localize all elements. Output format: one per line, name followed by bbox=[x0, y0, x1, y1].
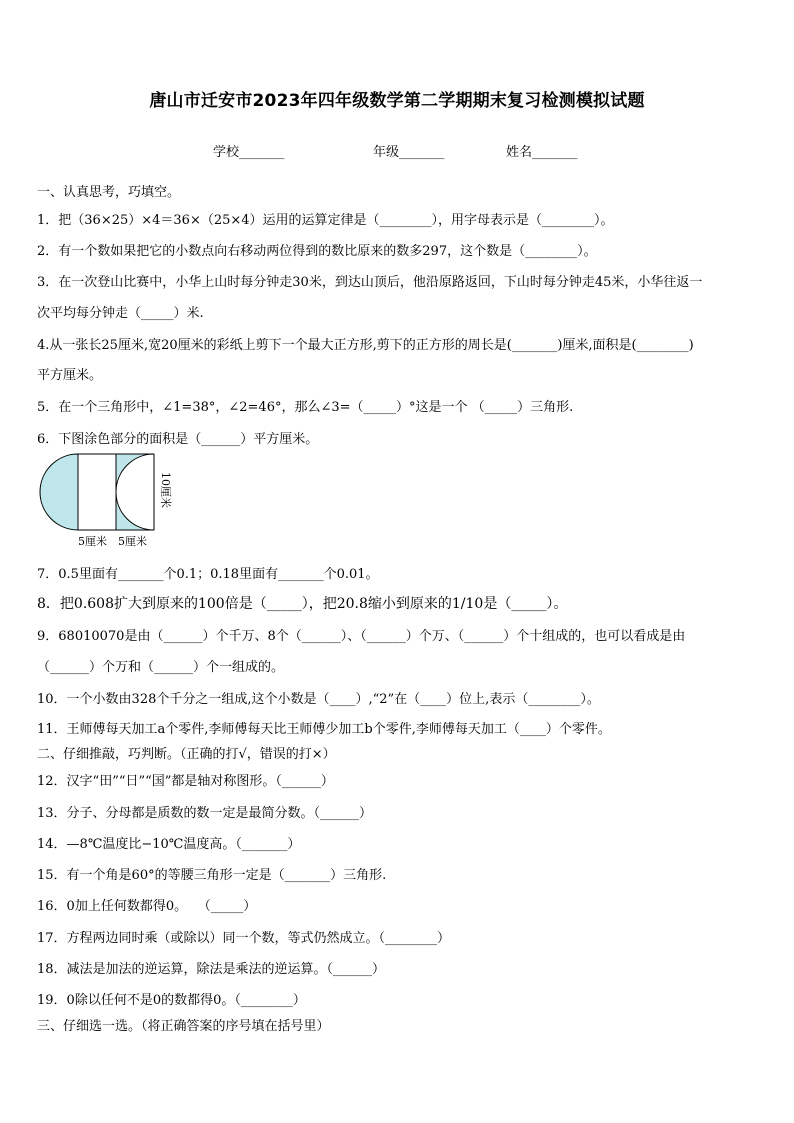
question-16: 16．0加上任何数都得0。 （_____） bbox=[37, 899, 257, 914]
question-9-line-1: 9．68010070是由（______）个千万、8个（______）、（______）个万、（______）个十组成的，也可以看成是由 bbox=[37, 629, 686, 644]
section-2-heading: 二、仔细推敲，巧判断。（正确的打√，错误的打×） bbox=[37, 747, 336, 762]
shaded-area-figure bbox=[38, 452, 188, 552]
question-5: 5．在一个三角形中，∠1=38°，∠2=46°，那么∠3=（_____）°这是一个 （_____）三角形. bbox=[37, 400, 574, 415]
question-2: 2．有一个数如果把它的小数点向右移动两位得到的数比原来的数多297，这个数是（________）。 bbox=[37, 244, 597, 259]
question-4-line-1: 4.从一张长25厘米,宽20厘米的彩纸上剪下一个最大正方形,剪下的正方形的周长是(_______)厘米,面积是(________) bbox=[37, 338, 694, 353]
question-6: 6．下图涂色部分的面积是（______）平方厘米。 bbox=[37, 432, 319, 447]
question-11: 11．王师傅每天加工a个零件,李师傅每天比王师傅少加工b个零件,李师傅每天加工（____）个零件。 bbox=[37, 722, 611, 737]
grade-field: 年级_______ bbox=[373, 145, 445, 160]
question-3-line-1: 3．在一次登山比赛中，小华上山时每分钟走30米，到达山顶后，他沿原路返回，下山时每分钟走45米，小华往返一 bbox=[37, 275, 703, 290]
question-9-line-2: （______）个万和（______）个一组成的。 bbox=[37, 660, 285, 675]
question-10: 10．一个小数由328个千分之一组成,这个小数是（____）,“2”在（____）位上,表示（________）。 bbox=[37, 692, 600, 707]
section-3-heading: 三、仔细选一选。（将正确答案的序号填在括号里） bbox=[37, 1019, 330, 1034]
question-14: 14．—8℃温度比−10℃温度高。（_______） bbox=[37, 837, 301, 852]
school-field: 学校_______ bbox=[213, 145, 285, 160]
question-12: 12．汉字“田”“日”“国”都是轴对称图形。（______） bbox=[37, 774, 334, 789]
question-19: 19．0除以任何不是0的数都得0。（________） bbox=[37, 993, 306, 1008]
page-title: 唐山市迁安市2023年四年级数学第二学期期末复习检测模拟试题 bbox=[149, 91, 645, 111]
question-18: 18．减法是加法的逆运算，除法是乘法的逆运算。（______） bbox=[37, 962, 386, 977]
question-8: 8．把0.608扩大到原来的100倍是（_____），把20.8缩小到原来的1/10是（_____）。 bbox=[37, 596, 568, 612]
question-15: 15．有一个角是60°的等腰三角形一定是（_______）三角形. bbox=[37, 868, 387, 883]
question-7: 7．0.5里面有_______个0.1；0.18里面有_______个0.01。 bbox=[37, 567, 379, 582]
question-3-line-2: 次平均每分钟走（_____）米. bbox=[37, 306, 204, 321]
width-label-2: 5厘米 bbox=[118, 535, 147, 548]
left-shaded-semicircle bbox=[40, 454, 78, 530]
name-field: 姓名_______ bbox=[506, 145, 578, 160]
question-17: 17．方程两边同时乘（或除以）同一个数，等式仍然成立。（________） bbox=[37, 931, 451, 946]
question-1: 1．把（36×25）×4＝36×（25×4）运用的运算定律是（________），用字母表示是（________）。 bbox=[37, 213, 614, 228]
section-1-heading: 一、认真思考，巧填空。 bbox=[37, 185, 181, 200]
question-4-line-2: 平方厘米。 bbox=[37, 368, 103, 383]
middle-rectangle bbox=[78, 454, 116, 530]
height-label: 10厘米 bbox=[159, 472, 172, 508]
question-13: 13．分子、分母都是质数的数一定是最简分数。（______） bbox=[37, 806, 373, 821]
width-label-1: 5厘米 bbox=[78, 535, 107, 548]
